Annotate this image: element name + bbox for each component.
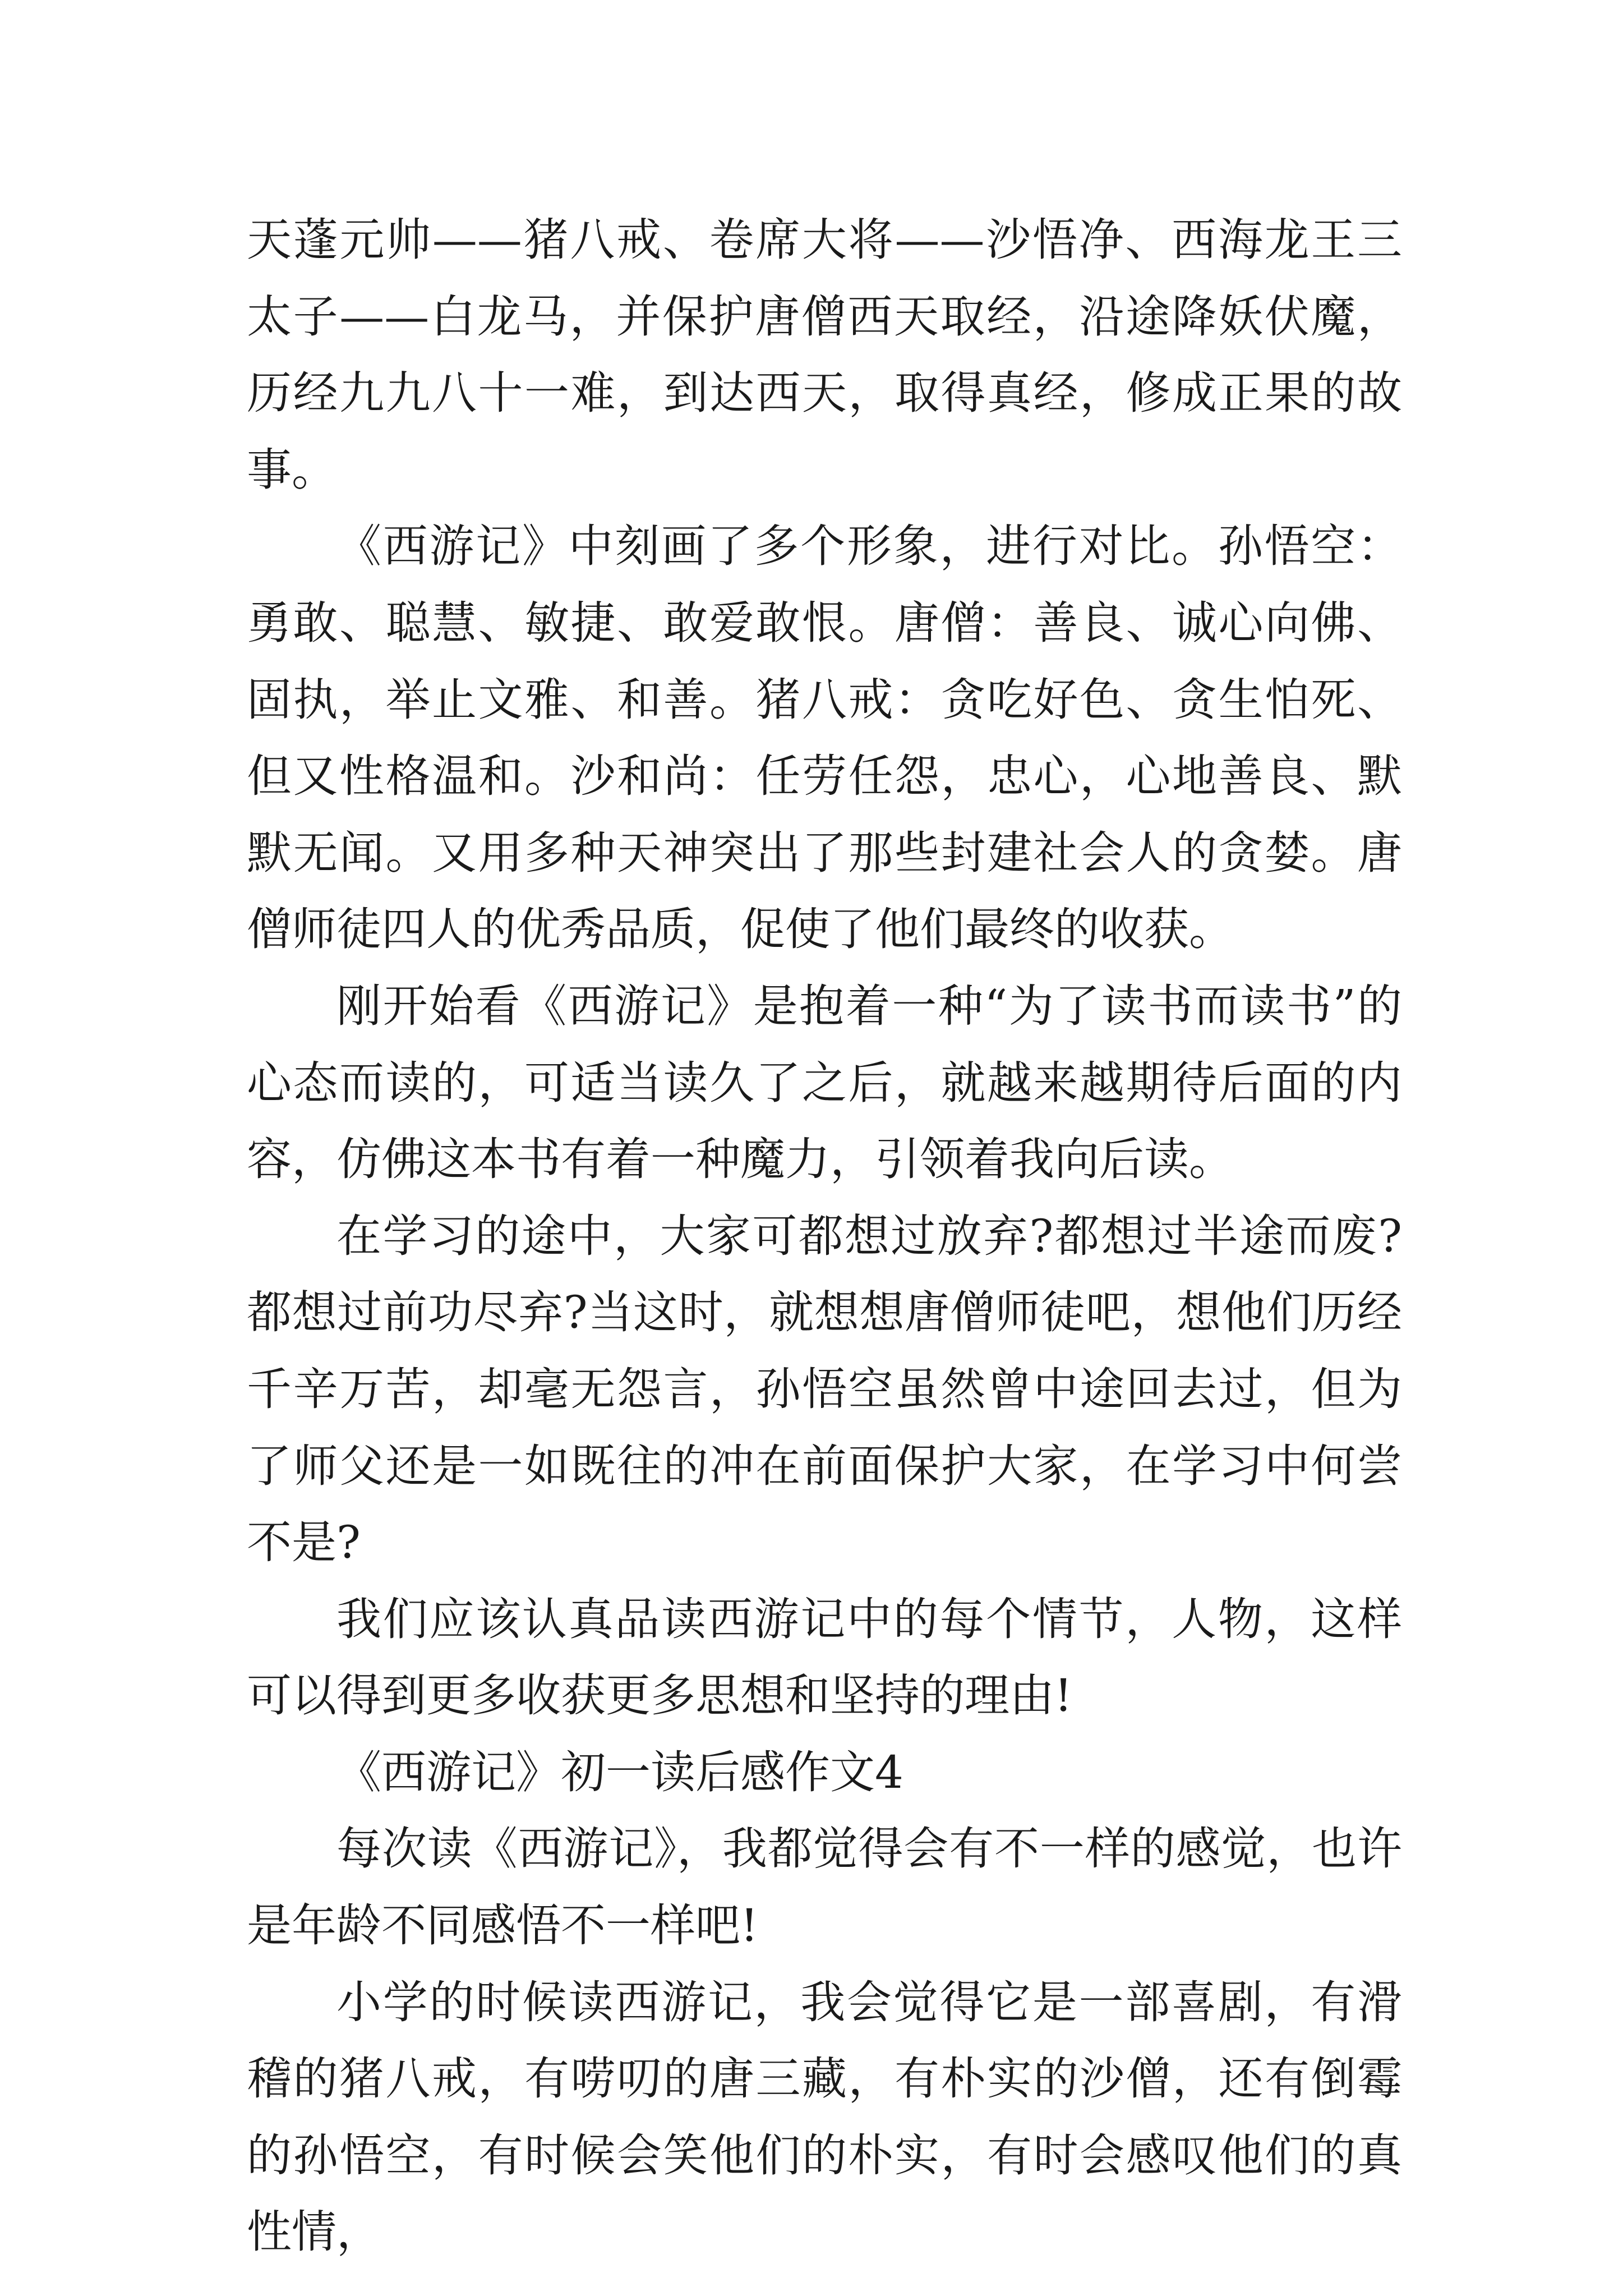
paragraph-characters: 《西游记》中刻画了多个形象，进行对比。孙悟空：勇敢、聪慧、敏捷、敢爱敢恨。唐僧：善良、诚心向佛、固执，举止文雅、和善。猪八戒：贪吃好色、贪生怕死、但又性格温和。沙和尚：任劳任怨，忠心，心地善良、默默无闻。又用多种天神突出了那些封建社会人的贪婪。唐僧师徒四人的优秀品质，促使了他们最终的收获。 [247,520,1402,956]
paragraph-learning: 在学习的途中，大家可都想过放弃?都想过半途而废?都想过前功尽弃?当这时，就想想唐僧师徒吧，想他们历经千辛万苦，却毫无怨言，孙悟空虽然曾中途回去过，但为了师父还是一如既往的冲在前面保护大家，在学习中何尝不是? [247,1209,1402,1569]
paragraph-conclusion: 我们应该认真品读西游记中的每个情节，人物，这样可以得到更多收获更多思想和坚持的理由! [247,1593,1402,1722]
document-body [247,202,1402,2271]
paragraph-primary-school: 小学的时候读西游记，我会觉得它是一部喜剧，有滑稽的猪八戒，有唠叨的唐三藏，有朴实的沙僧，还有倒霉的孙悟空，有时候会笑他们的朴实，有时会感叹他们的真性情， [247,1976,1402,2258]
paragraph-story-summary: 天蓬元帅——猪八戒、卷席大将——沙悟净、西海龙王三太子——白龙马，并保护唐僧西天取经，沿途降妖伏魔，历经九九八十一难，到达西天，取得真经，修成正果的故事。 [247,214,1402,496]
paragraph-first-reading: 刚开始看《西游记》是抱着一种“为了读书而读书”的心态而读的，可适当读久了之后，就越来越期待后面的内容，仿佛这本书有着一种魔力，引领着我向后读。 [247,979,1402,1186]
paragraph-each-reading: 每次读《西游记》，我都觉得会有不一样的感觉，也许是年龄不同感悟不一样吧! [247,1823,1402,1952]
essay-heading: 《西游记》初一读后感作文4 [336,1746,903,1798]
